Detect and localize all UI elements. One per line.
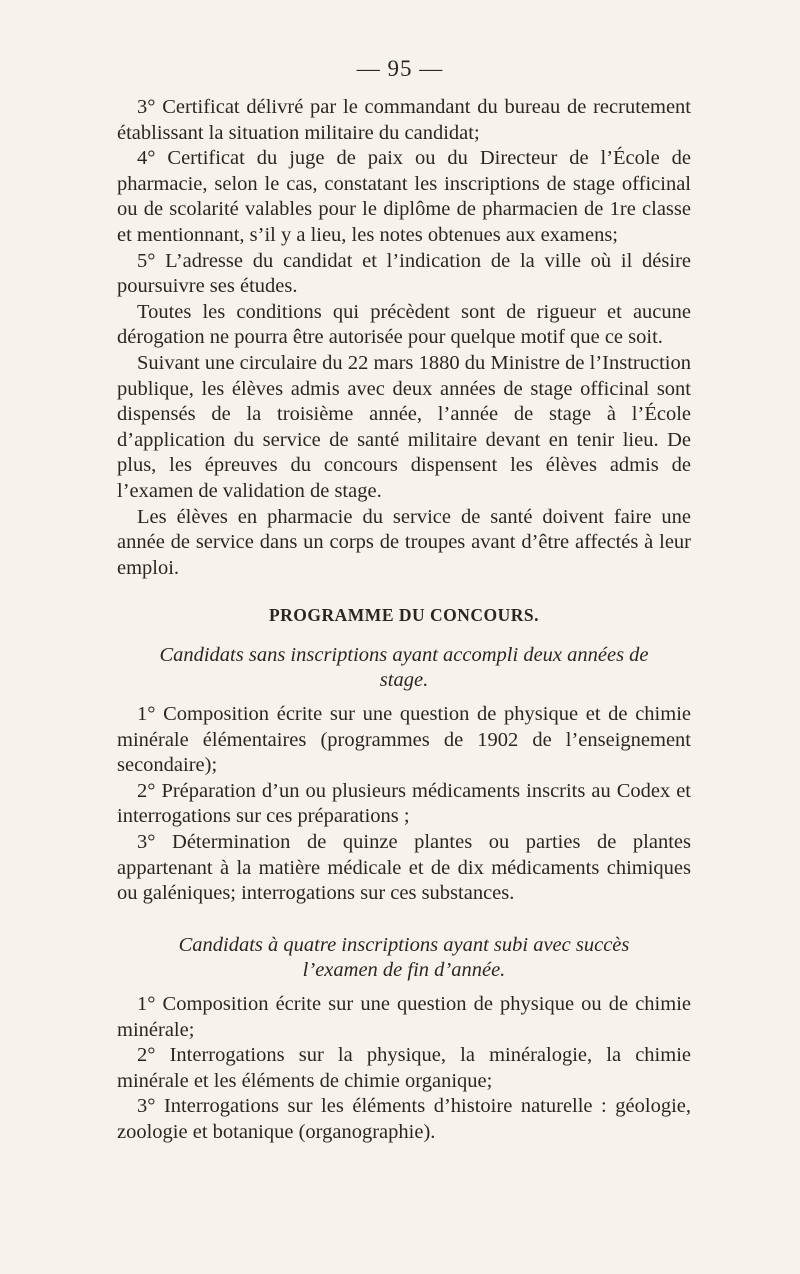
list-item: 1° Composition écrite sur une question de physique et de chimie minérale élémentaires (programmes de 1902 de l’enseignement secondaire); bbox=[117, 703, 691, 777]
subsection-title-2: Candidats à quatre inscriptions ayant subi avec succès l’examen de fin d’année. bbox=[178, 933, 630, 982]
paragraph-service: Les élèves en pharmacie du service de santé doivent faire une année de service dans un corps de troupes avant d’être affectés à leur emploi. bbox=[117, 505, 691, 579]
paragraph-item-3: 3° Certificat délivré par le commandant du bureau de recrutement établissant la situation militaire du candidat; bbox=[117, 96, 691, 144]
subsection-title-1: Candidats sans inscriptions ayant accompli deux années de stage. bbox=[159, 643, 649, 692]
body-text bbox=[117, 95, 691, 1146]
list-item: 3° Détermination de quinze plantes ou parties de plantes appartenant à la matière médicale et de dix médicaments chimiques ou galéniques; interrogations sur ces substances. bbox=[117, 831, 691, 905]
paragraph-item-4: 4° Certificat du juge de paix ou du Directeur de l’École de pharmacie, selon le cas, constatant les inscriptions de stage officinal ou de scolarité valables pour le diplôme de pharmacien de 1re classe et mentionnant, s’il y a lieu, les notes obtenues aux examens; bbox=[117, 147, 691, 246]
paragraph-conditions: Toutes les conditions qui précèdent sont de rigueur et aucune dérogation ne pourra être autorisée pour quelque motif que ce soit. bbox=[117, 300, 691, 349]
list-item: 2° Préparation d’un ou plusieurs médicaments inscrits au Codex et interrogations sur ces préparations ; bbox=[117, 779, 691, 828]
list-item: 1° Composition écrite sur une question de physique ou de chimie minérale; bbox=[117, 993, 691, 1041]
list-item: 2° Interrogations sur la physique, la minéralogie, la chimie minérale et les éléments de chimie organique; bbox=[117, 1044, 691, 1092]
page-number: — 95 — bbox=[356, 56, 444, 81]
paragraph-item-5: 5° L’adresse du candidat et l’indication de la ville où il désire poursuivre ses études. bbox=[117, 249, 691, 298]
list-item: 3° Interrogations sur les éléments d’histoire naturelle : géologie, zoologie et botanique (organographie). bbox=[117, 1095, 691, 1143]
paragraph-circulaire: Suivant une circulaire du 22 mars 1880 du Ministre de l’Instruction publique, les élèves admis avec deux années de stage officinal sont dispensés de la troisième année, l’année de stage à l’École d’application du service de santé militaire devant en tenir lieu. De plus, les épreuves du concours dispensent les élèves admis de l’examen de validation de stage. bbox=[117, 351, 691, 502]
section-heading: PROGRAMME DU CONCOURS. bbox=[268, 605, 540, 626]
